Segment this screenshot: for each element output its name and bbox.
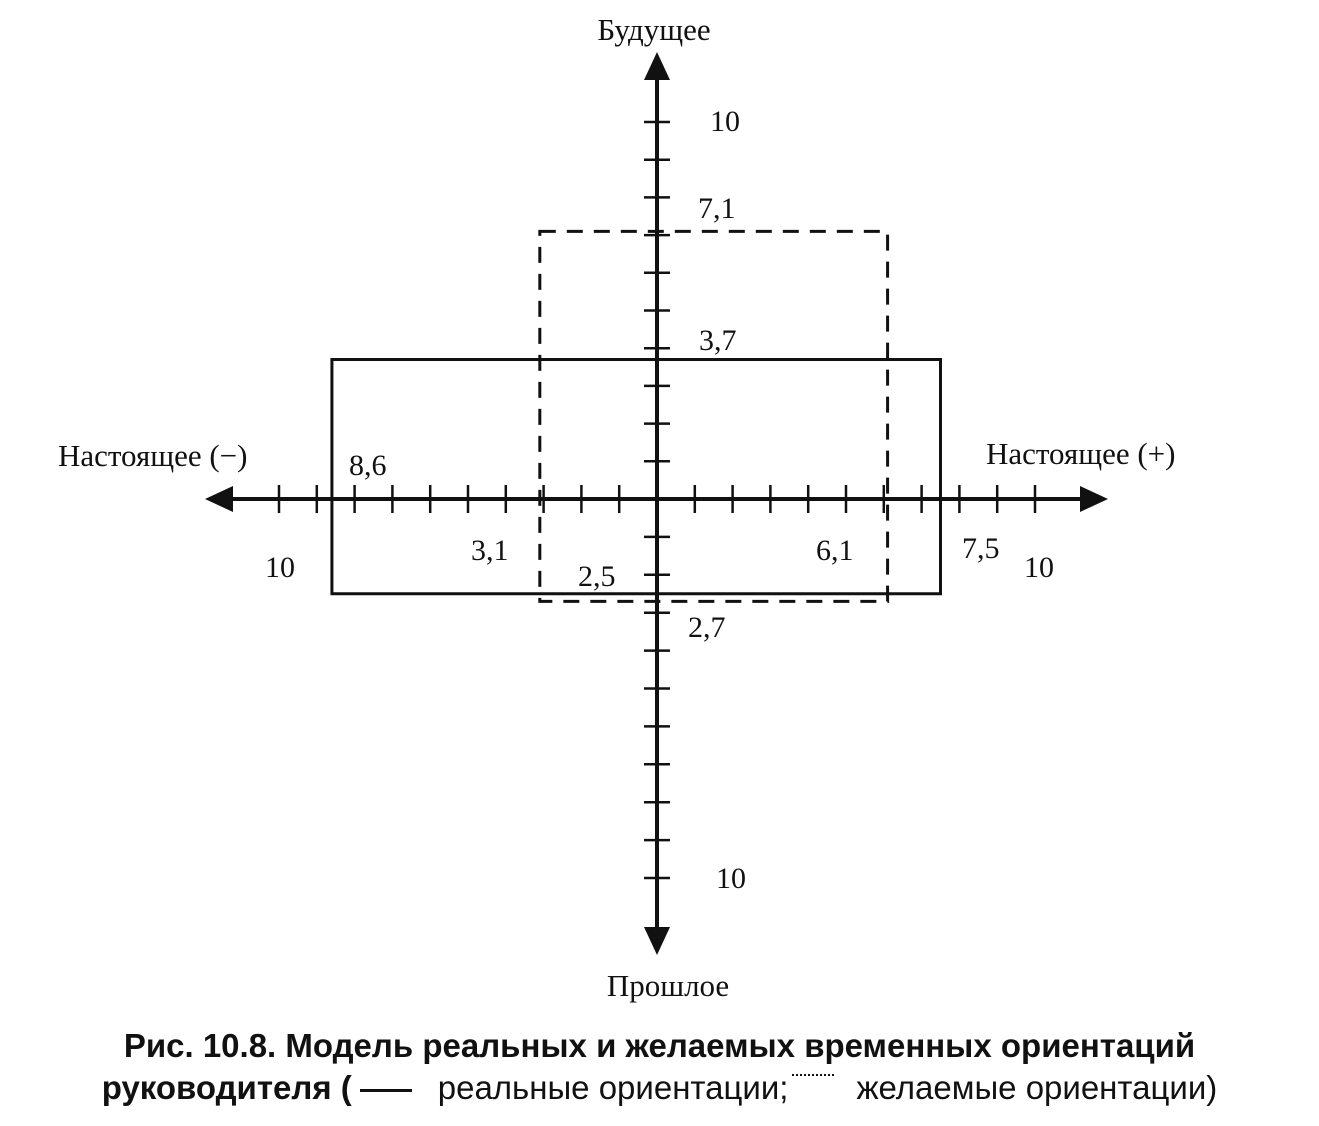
desired-future-value: 7,1 [698,192,736,225]
scale-label-bottom: 10 [716,862,746,895]
real-present-positive-value: 7,5 [962,532,1000,565]
axis-label-present-negative: Настоящее (−) [58,438,248,473]
axis-label-past: Прошлое [606,968,730,1003]
down-arrow-icon [644,927,670,955]
figure-caption-line-2 [0,1068,1319,1108]
real-future-value: 3,7 [699,324,737,357]
desired-present-negative-value: 3,1 [471,534,509,567]
axis-label-future: Будущее [597,12,711,47]
real-present-negative-value: 8,6 [349,449,387,482]
legend-desired-label: желаемые ориентации) [856,1069,1218,1106]
scale-label-left: 10 [265,551,295,584]
up-arrow-icon [644,52,670,80]
scale-label-top: 10 [710,105,740,138]
legend-dotted-line-icon [792,1074,834,1076]
legend-solid-line-icon [360,1089,412,1092]
desired-present-positive-value: 6,1 [816,534,854,567]
right-arrow-icon [1080,486,1108,512]
legend-real-label: реальные ориентации; [437,1069,789,1106]
axis-label-present-positive: Настоящее (+) [986,436,1176,471]
left-arrow-icon [205,486,233,512]
scale-label-right: 10 [1024,551,1054,584]
caption-bold-part: руководителя ( [101,1069,352,1106]
desired-past-value: 2,7 [688,611,726,644]
figure-caption-line-1: Рис. 10.8. Модель реальных и желаемых временных ориентаций [123,1027,1196,1064]
real-past-value: 2,5 [578,560,616,593]
